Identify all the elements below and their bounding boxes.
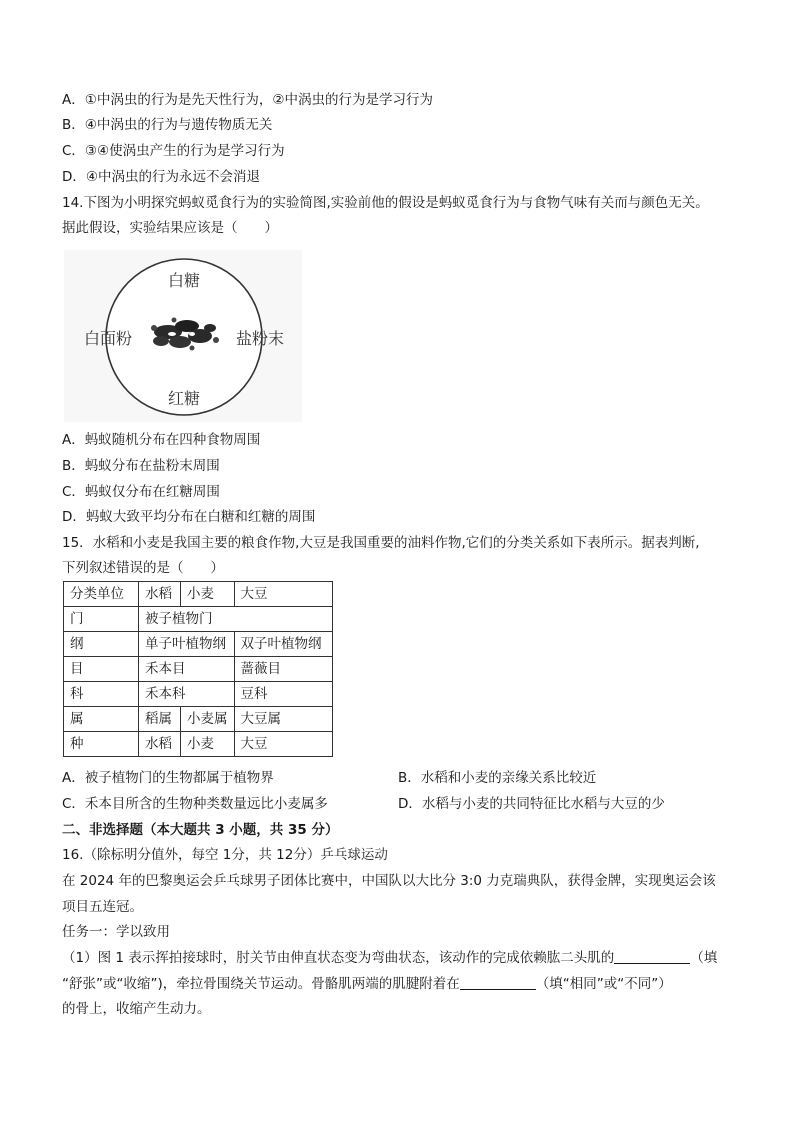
q16-paragraph-line2: 项目五连冠。 <box>62 899 143 915</box>
q15-option-c: C．禾本目所含的生物种类数量远比小麦属多 <box>62 796 328 812</box>
table-row <box>64 632 333 657</box>
table-cell-unit: 属 <box>64 707 139 732</box>
table-cell: 小麦 <box>181 732 235 757</box>
table-cell: 蔷薇目 <box>234 657 332 682</box>
q14-option-b: B．蚂蚁分布在盐粉末周围 <box>62 458 220 474</box>
q16-sub1-text-a: （1）图 1 表示挥拍接球时，肘关节由伸直状态变为弯曲状态，该动作的完成依赖肱二头肌的 <box>62 950 615 966</box>
table-cell: 豆科 <box>234 682 332 707</box>
table-cell: 水稻 <box>139 732 181 757</box>
q13-option-c: C．③④使涡虫产生的行为是学习行为 <box>62 143 285 159</box>
q16-task-title: 任务一：学以致用 <box>62 924 170 940</box>
table-row <box>64 707 333 732</box>
q13-option-d: D．④中涡虫的行为永远不会消退 <box>62 169 260 185</box>
q16-sub1-line3: 的骨上，收缩产生动力。 <box>62 1001 211 1017</box>
table-cell: 禾本科 <box>139 682 235 707</box>
q14-option-c: C．蚂蚁仅分布在红糖周围 <box>62 484 220 500</box>
q13-option-b: B．④中涡虫的行为与遗传物质无关 <box>62 117 273 133</box>
table-cell: 稻属 <box>139 707 181 732</box>
food-label-top: 白糖 <box>167 271 201 290</box>
table-header-cell: 分类单位 <box>64 582 139 607</box>
table-cell-unit: 纲 <box>64 632 139 657</box>
table-cell: 大豆属 <box>234 707 332 732</box>
q16-sub1-text-c: “舒张”或“收缩”)，牵拉骨围绕关节运动。骨骼肌两端的肌腱附着在 <box>62 976 460 992</box>
q16-sub1-line1 <box>62 948 717 968</box>
q16-sub1-text-b: （填 <box>690 950 718 966</box>
q14-stem-line1: 14.下图为小明探究蚂蚁觅食行为的实验简图,实验前他的假设是蚂蚁觅食行为与食物气味有关而与颜色无关。 <box>62 195 709 211</box>
classification-table <box>63 581 333 757</box>
food-label-right: 盐粉末 <box>235 329 285 348</box>
table-cell-unit: 门 <box>64 607 139 632</box>
q15-stem-line2: 下列叙述错误的是（ ） <box>62 560 224 576</box>
table-cell-unit: 科 <box>64 682 139 707</box>
table-row <box>64 732 333 757</box>
q14-option-d: D．蚂蚁大致平均分布在白糖和红糖的周围 <box>62 509 316 525</box>
answer-blank-1[interactable] <box>614 949 690 964</box>
table-row <box>64 607 333 632</box>
table-header-cell: 水稻 <box>139 582 181 607</box>
table-header-cell: 大豆 <box>234 582 332 607</box>
table-cell-unit: 目 <box>64 657 139 682</box>
table-cell-unit: 种 <box>64 732 139 757</box>
food-label-bottom: 红糖 <box>167 389 201 408</box>
table-cell: 大豆 <box>234 732 332 757</box>
q16-stem: 16.（除标明分值外，每空 1分，共 12分）乒乓球运动 <box>62 847 388 863</box>
q16-sub1-text-d: （填“相同”或“不同”） <box>535 976 672 992</box>
answer-blank-2[interactable] <box>460 975 536 990</box>
table-cell: 双子叶植物纲 <box>234 632 332 657</box>
q14-stem-line2: 据此假设，实验结果应该是（ ） <box>62 220 278 236</box>
ant-experiment-figure <box>64 250 302 422</box>
table-header-row <box>64 582 333 607</box>
q15-option-b: B．水稻和小麦的亲缘关系比较近 <box>398 770 597 786</box>
section-title: 二、非选择题（本大题共 3 小题，共 35 分） <box>62 822 339 838</box>
table-row <box>64 682 333 707</box>
ant-experiment-diagram <box>64 250 302 422</box>
table-cell: 单子叶植物纲 <box>139 632 235 657</box>
q13-option-a: A．①中涡虫的行为是先天性行为，②中涡虫的行为是学习行为 <box>62 92 433 108</box>
table-cell: 禾本目 <box>139 657 235 682</box>
table-header-cell: 小麦 <box>181 582 235 607</box>
food-label-left: 白面粉 <box>83 329 133 348</box>
q16-paragraph-line1: 在 2024 年的巴黎奥运会乒乓球男子团体比赛中，中国队以大比分 3:0 力克瑞典队，获得金牌，实现奥运会该 <box>62 873 716 889</box>
table-cell: 被子植物门 <box>139 607 333 632</box>
q15-stem-line1: 15．水稻和小麦是我国主要的粮食作物,大豆是我国重要的油料作物,它们的分类关系如下表所示。据表判断, <box>62 535 700 551</box>
table-row <box>64 657 333 682</box>
q14-option-a: A．蚂蚁随机分布在四种食物周围 <box>62 432 261 448</box>
q16-sub1-line2 <box>62 974 672 994</box>
q15-option-d: D．水稻与小麦的共同特征比水稻与大豆的少 <box>398 796 665 812</box>
table-cell: 小麦属 <box>181 707 235 732</box>
q15-option-a: A．被子植物门的生物都属于植物界 <box>62 770 274 786</box>
